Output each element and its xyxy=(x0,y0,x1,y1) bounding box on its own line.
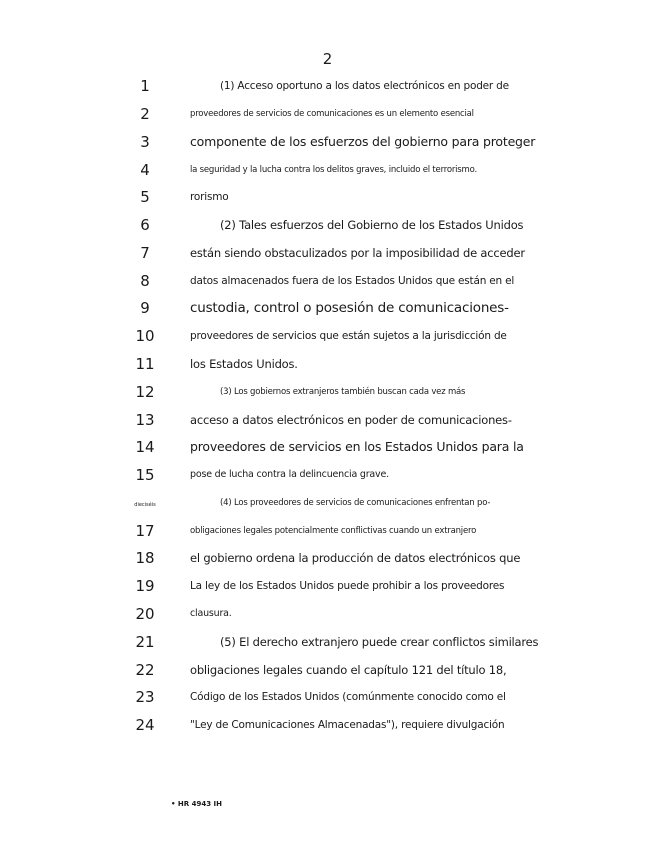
text-line: custodia, control o posesión de comunicaciones- xyxy=(190,300,509,316)
text-line: acceso a datos electrónicos en poder de comunicaciones- xyxy=(190,413,512,427)
text-line: (4) Los proveedores de servicios de comunicaciones enfrentan po- xyxy=(220,498,491,508)
line-number: dieciséis xyxy=(134,502,156,508)
line-number: 24 xyxy=(135,716,155,734)
text-line: los Estados Unidos. xyxy=(190,357,298,371)
line-number: 11 xyxy=(135,355,155,373)
text-line: La ley de los Estados Unidos puede prohibir a los proveedores xyxy=(190,580,505,592)
text-line: rorismo xyxy=(190,191,229,203)
line-number: 4 xyxy=(140,161,150,179)
line-number: 17 xyxy=(135,522,155,540)
page-number: 2 xyxy=(322,50,333,68)
line-number: 22 xyxy=(135,661,155,679)
text-line: "Ley de Comunicaciones Almacenadas"), requiere divulgación xyxy=(190,719,505,731)
line-number: 5 xyxy=(140,188,150,206)
line-number: 3 xyxy=(140,133,150,151)
text-line: (1) Acceso oportuno a los datos electrónicos en poder de xyxy=(220,80,509,92)
line-number: 9 xyxy=(140,299,150,317)
line-number: 18 xyxy=(135,549,155,567)
line-number: 19 xyxy=(135,577,155,595)
line-number: 1 xyxy=(140,77,150,95)
text-line: clausura. xyxy=(190,608,232,619)
text-line: están siendo obstaculizados por la imposibilidad de acceder xyxy=(190,246,525,260)
line-number: 14 xyxy=(135,438,155,456)
document-footer: • HR 4943 IH xyxy=(171,800,222,808)
text-line: datos almacenados fuera de los Estados Unidos que están en el xyxy=(190,275,515,287)
line-number: 7 xyxy=(140,244,150,262)
text-line: proveedores de servicios en los Estados Unidos para la xyxy=(190,439,524,454)
text-line: proveedores de servicios de comunicaciones es un elemento esencial xyxy=(190,109,474,119)
text-line: pose de lucha contra la delincuencia grave. xyxy=(190,469,389,480)
line-number: 13 xyxy=(135,411,155,429)
text-line: el gobierno ordena la producción de datos electrónicos que xyxy=(190,551,521,565)
line-number: 21 xyxy=(135,633,155,651)
text-line: proveedores de servicios que están sujetos a la jurisdicción de xyxy=(190,330,507,342)
text-line: obligaciones legales potencialmente conflictivas cuando un extranjero xyxy=(190,526,477,536)
line-number: 6 xyxy=(140,216,150,234)
text-line: la seguridad y la lucha contra los delitos graves, incluido el terrorismo. xyxy=(190,165,477,175)
text-line: (3) Los gobiernos extranjeros también buscan cada vez más xyxy=(220,387,466,397)
line-number: 10 xyxy=(135,327,155,345)
text-line: (5) El derecho extranjero puede crear conflictos similares xyxy=(220,635,539,649)
text-line: obligaciones legales cuando el capítulo 121 del título 18, xyxy=(190,663,507,677)
line-number: 8 xyxy=(140,272,150,290)
text-line: (2) Tales esfuerzos del Gobierno de los Estados Unidos xyxy=(220,218,524,232)
line-number: 23 xyxy=(135,688,155,706)
text-line: Código de los Estados Unidos (comúnmente conocido como el xyxy=(190,691,506,703)
line-number: 15 xyxy=(135,466,155,484)
line-number: 20 xyxy=(135,605,155,623)
line-number: 12 xyxy=(135,383,155,401)
line-number: 2 xyxy=(140,105,150,123)
text-line: componente de los esfuerzos del gobierno para proteger xyxy=(190,134,536,149)
